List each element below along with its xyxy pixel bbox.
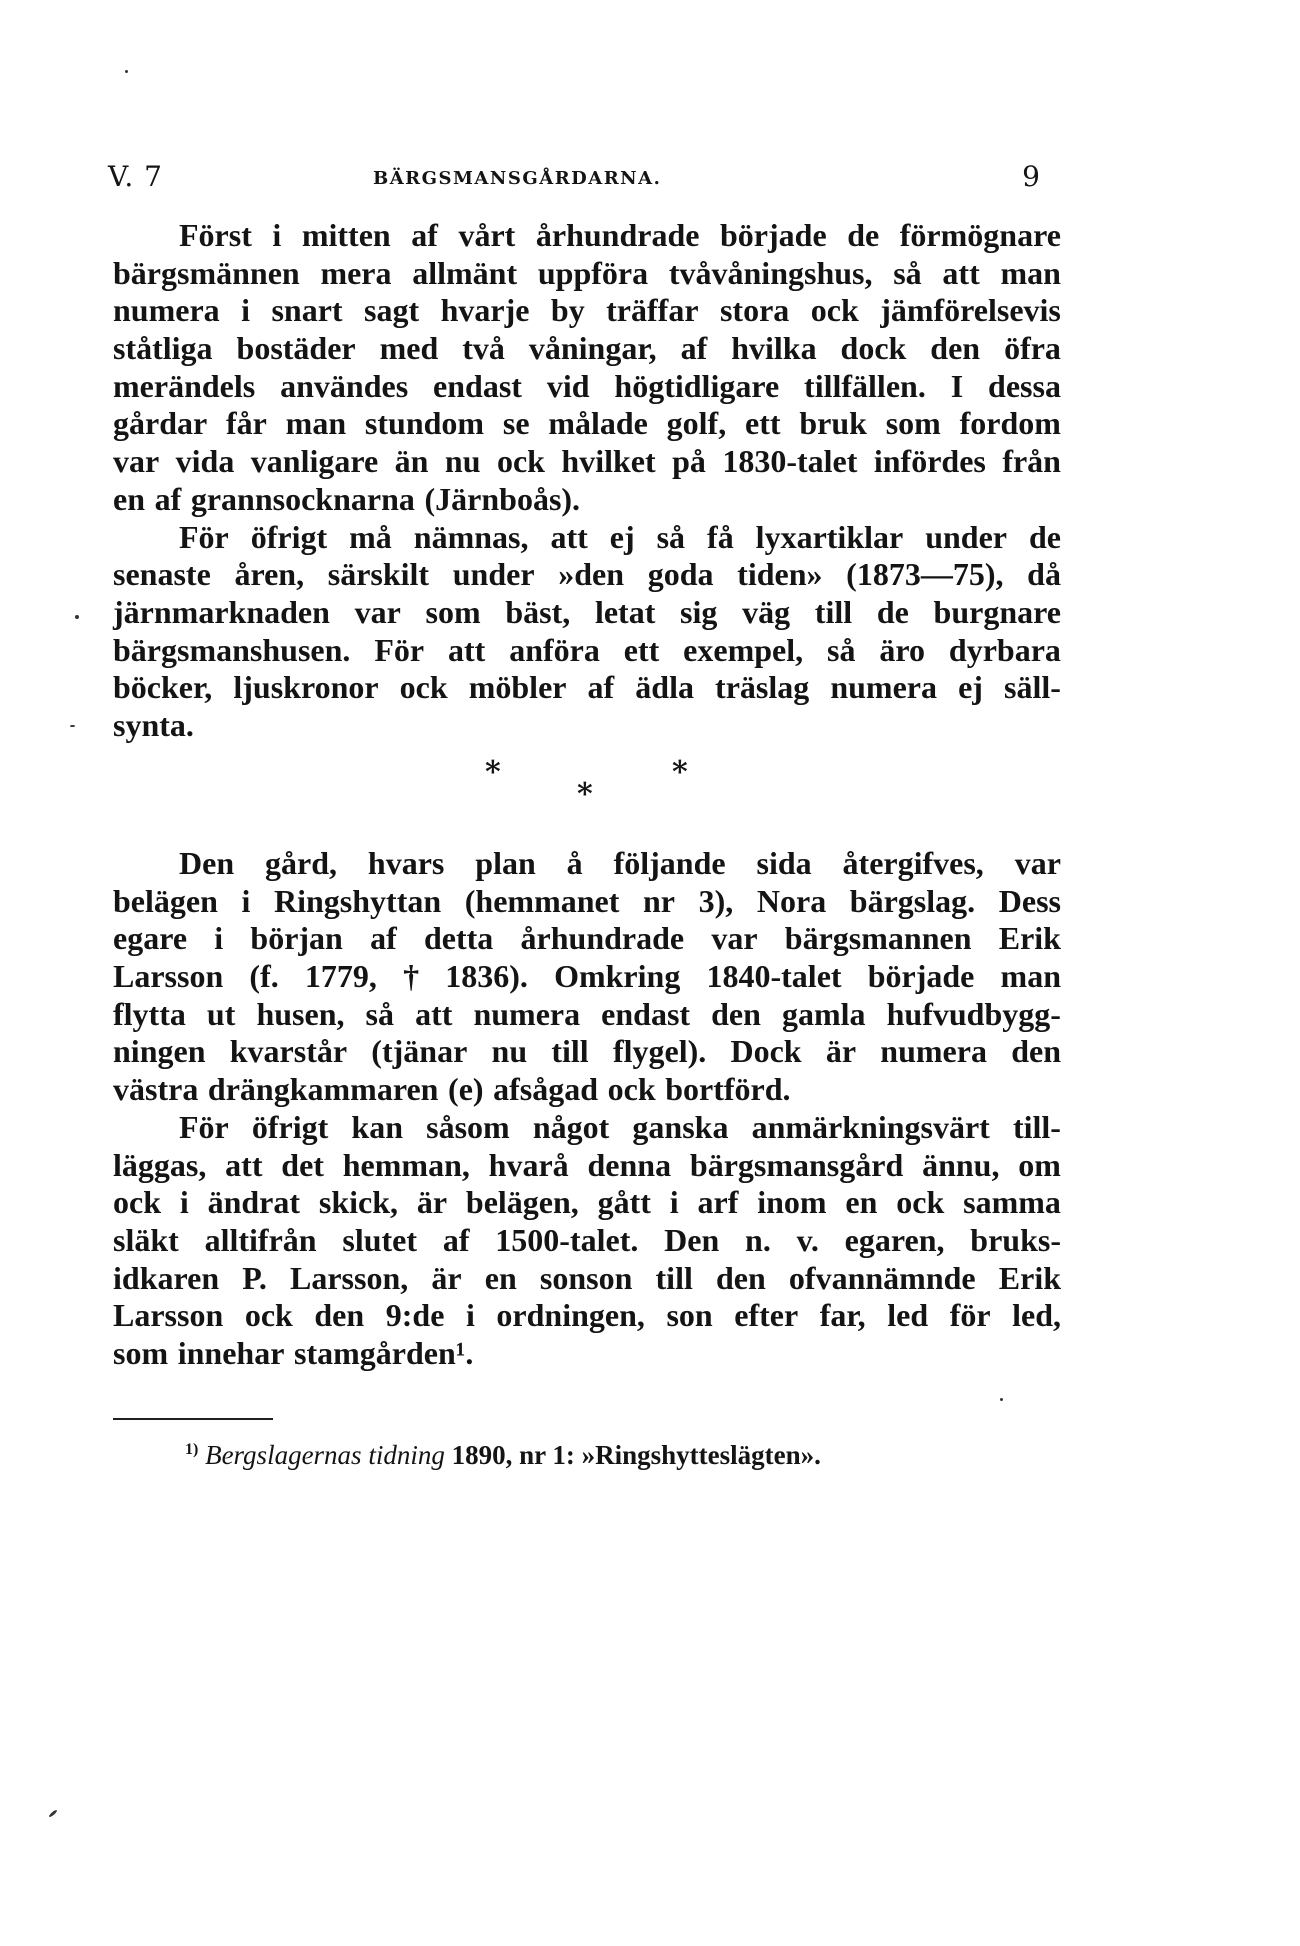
word: numera — [113, 292, 220, 329]
word: synta. — [113, 706, 194, 743]
word: dock — [840, 330, 907, 367]
word: ock — [244, 1297, 293, 1334]
word: i — [669, 1184, 679, 1221]
word: särskilt — [327, 556, 430, 593]
word: sig — [680, 593, 718, 630]
word: v. — [796, 1221, 819, 1258]
footnote — [185, 1440, 821, 1471]
word: exempel, — [683, 631, 804, 668]
text-line — [113, 1297, 1061, 1335]
word: en — [845, 1184, 878, 1221]
word: kvarstår — [229, 1033, 348, 1070]
word: stundom — [364, 405, 485, 442]
word: lyxartiklar — [755, 518, 904, 555]
word: ännu, — [922, 1146, 1000, 1183]
word: anmärkningsvärt — [751, 1108, 990, 1145]
word: Erik — [998, 1259, 1061, 1296]
word: att — [942, 254, 980, 291]
text-line — [113, 594, 1061, 632]
word: tillfällen. — [804, 367, 926, 404]
word: af — [442, 1221, 470, 1258]
word: bärgsmännen — [113, 254, 300, 291]
word: mitten — [301, 217, 391, 253]
word: böcker, — [113, 669, 213, 706]
word: af — [680, 330, 708, 367]
word: slutet — [342, 1221, 418, 1258]
word: husen, — [256, 995, 345, 1032]
word: två — [462, 330, 505, 367]
text-block-1 — [113, 217, 1061, 745]
word: numera — [830, 669, 937, 706]
word: hvilket — [561, 443, 656, 480]
word: 1500-talet. — [495, 1221, 639, 1258]
text-line — [113, 1335, 1061, 1373]
word: man — [1000, 958, 1061, 995]
word: öfrigt — [250, 518, 328, 555]
word: få — [707, 518, 734, 555]
text-block-2 — [113, 845, 1061, 1373]
word: (1873—75), — [846, 556, 1004, 593]
text-line — [113, 920, 1061, 958]
text-line — [113, 330, 1061, 368]
word: merändels — [113, 367, 256, 404]
word: far, — [819, 1297, 866, 1334]
word: de — [1028, 518, 1061, 555]
text-line — [113, 669, 1061, 707]
word: För — [374, 631, 425, 668]
word: uppföra — [537, 254, 649, 291]
word: hvarå — [488, 1146, 569, 1183]
word: vid — [546, 367, 590, 404]
word: golf, — [666, 405, 727, 442]
word: I — [950, 367, 964, 404]
word: son — [666, 1297, 713, 1334]
word: vida — [175, 443, 235, 480]
word: om — [1018, 1146, 1061, 1183]
word: ädla — [635, 669, 694, 706]
text-line — [113, 481, 1061, 519]
word: nr — [643, 882, 675, 919]
word: efter — [734, 1297, 799, 1334]
word: 1830-talet — [722, 443, 858, 480]
word: nämnas, — [413, 518, 529, 555]
word: idkaren — [113, 1259, 220, 1296]
word: säll- — [1004, 669, 1061, 706]
word: får — [226, 405, 267, 442]
separator-star-3: * — [672, 755, 688, 790]
word: 1836). — [445, 958, 528, 995]
word: bostäder — [236, 330, 356, 367]
word: ett — [623, 631, 660, 668]
paper-speck — [48, 1809, 58, 1818]
word: detta — [423, 920, 494, 957]
word: (Järnboås). — [424, 480, 581, 517]
paper-speck — [1000, 1398, 1003, 1401]
word: ock — [399, 669, 448, 706]
word: bortförd. — [665, 1071, 791, 1108]
word: Först — [179, 217, 252, 253]
word: började — [867, 958, 975, 995]
text-line — [113, 368, 1061, 406]
word: skick, — [318, 1184, 399, 1221]
footnote-rule — [113, 1418, 273, 1420]
word: man — [1000, 254, 1061, 291]
word: ofvannämnde — [788, 1259, 976, 1296]
word: den — [711, 995, 761, 1032]
word: Larsson — [113, 1297, 224, 1334]
word: arf — [697, 1184, 739, 1221]
word: är — [825, 1033, 857, 1070]
word: århundrade — [520, 920, 685, 957]
word: numera — [880, 1033, 987, 1070]
word: af — [154, 480, 182, 517]
word: afsågad — [493, 1071, 599, 1108]
word: träslag — [715, 669, 810, 706]
word: egaren, — [844, 1221, 945, 1258]
word: flygel). — [612, 1033, 707, 1070]
word: ock — [607, 1071, 656, 1108]
word: järnmarknaden — [113, 593, 330, 630]
word: 3), — [698, 882, 734, 919]
word: allmänt — [412, 254, 518, 291]
word: bruk — [799, 405, 867, 442]
word: den — [314, 1297, 365, 1334]
word: af — [370, 920, 397, 957]
word: dyrbara — [948, 631, 1061, 668]
word: väg — [742, 593, 791, 630]
word: åren, — [234, 556, 305, 593]
word: goda — [647, 556, 714, 593]
word: tvåvåningshus, — [668, 254, 873, 291]
word: gård, — [265, 845, 338, 881]
word: innehar — [177, 1334, 285, 1371]
word: belägen, — [465, 1184, 579, 1221]
word: Dock — [730, 1033, 802, 1070]
word: bärgsmansgård — [689, 1146, 904, 1183]
word: 1840-talet — [706, 958, 842, 995]
word: de — [876, 593, 909, 630]
word: som — [885, 405, 941, 442]
word: snart — [271, 292, 343, 329]
word: bärgslag. — [849, 882, 976, 919]
word: ordningen, — [496, 1297, 645, 1334]
word: by — [550, 292, 585, 329]
text-line — [113, 405, 1061, 443]
word: af — [411, 217, 438, 253]
word: (e) — [448, 1071, 484, 1108]
word: Larsson — [113, 958, 224, 995]
word: så — [893, 254, 922, 291]
footnote-source-title: Bergslagernas tidning — [205, 1440, 445, 1470]
word: så — [365, 995, 394, 1032]
word: Omkring — [554, 958, 681, 995]
word: Den — [179, 845, 235, 881]
paper-speck — [75, 615, 79, 619]
word: att — [225, 1146, 263, 1183]
word: vårt — [458, 217, 516, 253]
text-line — [113, 707, 1061, 745]
word: släkt — [113, 1221, 179, 1258]
word: användes — [280, 367, 409, 404]
word: af — [587, 669, 615, 706]
word: återgifves, — [842, 845, 984, 881]
word: målade — [548, 405, 648, 442]
word: egare — [113, 920, 188, 957]
word: letat — [594, 593, 656, 630]
word: förmögnare — [899, 217, 1061, 253]
word: som — [113, 1334, 169, 1371]
word: till — [551, 1033, 589, 1070]
word: till — [655, 1259, 693, 1296]
word: ett — [745, 405, 781, 442]
word: å — [566, 845, 583, 881]
word: må — [349, 518, 392, 555]
section-number: V. 7 — [108, 160, 163, 193]
word: västra — [113, 1071, 199, 1108]
word: endast — [433, 367, 522, 404]
word: i — [241, 292, 250, 329]
word: från — [1002, 443, 1061, 480]
word: med — [379, 330, 439, 367]
word: ock — [896, 1184, 945, 1221]
word: Ringshyttan — [274, 882, 442, 919]
word: gårdar — [113, 405, 208, 442]
word: träffar — [606, 292, 699, 329]
word: de — [847, 217, 880, 253]
text-line — [113, 1260, 1061, 1298]
text-line — [113, 292, 1061, 330]
word: samma — [963, 1184, 1061, 1221]
word: till- — [1012, 1108, 1061, 1145]
word: ut — [206, 995, 236, 1032]
text-line — [113, 883, 1061, 921]
word: Erik — [998, 920, 1061, 957]
footnote-source-details: 1890, nr 1: »Ringshytteslägten». — [451, 1440, 821, 1470]
word: led, — [1012, 1297, 1061, 1334]
word: tiden» — [737, 556, 823, 593]
word: en — [113, 480, 145, 517]
word: hufvudbygg- — [886, 995, 1061, 1032]
word: följande — [613, 845, 726, 881]
word: i — [179, 1184, 189, 1221]
word: sonson — [539, 1259, 633, 1296]
word: burgnare — [933, 593, 1061, 630]
word: nu — [491, 1033, 528, 1070]
word: i — [214, 920, 224, 957]
word: drängkammaren — [207, 1071, 439, 1108]
word: † — [403, 958, 420, 995]
word: öfrigt — [251, 1108, 329, 1145]
word: (f. — [249, 958, 279, 995]
word: flytta — [113, 995, 186, 1032]
word: hvilka — [731, 330, 817, 367]
word: ej — [958, 669, 983, 706]
word: ock — [113, 1184, 161, 1221]
word: nu — [444, 443, 481, 480]
word: under — [925, 518, 1007, 555]
word: det — [281, 1146, 324, 1183]
text-line — [113, 1109, 1061, 1147]
word: den — [715, 1259, 766, 1296]
word: ock — [496, 443, 545, 480]
page-number: 9 — [1022, 160, 1040, 193]
word: var — [113, 443, 160, 480]
word: hemman, — [342, 1146, 470, 1183]
word: För — [179, 1108, 229, 1145]
word: äro — [879, 631, 926, 668]
running-header — [108, 160, 1040, 204]
word: stora — [719, 292, 790, 329]
text-line — [113, 845, 1061, 883]
word: inom — [757, 1184, 827, 1221]
word: denna — [587, 1146, 672, 1183]
text-line — [113, 1071, 1061, 1109]
word: stamgården¹. — [293, 1334, 474, 1371]
word: 1779, — [304, 958, 377, 995]
word: ståtliga — [113, 330, 213, 367]
word: gått — [597, 1184, 651, 1221]
word: möbler — [468, 669, 567, 706]
word: kan — [351, 1108, 403, 1145]
word: då — [1027, 556, 1061, 593]
word: vanligare — [250, 443, 379, 480]
word: »den — [558, 556, 625, 593]
word: (hemmanet — [464, 882, 620, 919]
word: se — [502, 405, 530, 442]
word: bärgsmannen — [784, 920, 972, 957]
word: till — [814, 593, 853, 630]
word: så — [827, 631, 856, 668]
word: på — [672, 443, 706, 480]
word: började — [720, 217, 827, 253]
text-line — [113, 519, 1061, 557]
word: endast — [601, 995, 691, 1032]
word: ock — [810, 292, 859, 329]
word: bäst, — [505, 593, 571, 630]
paper-speck — [70, 725, 75, 727]
word: något — [532, 1108, 610, 1145]
word: såsom — [426, 1108, 510, 1145]
text-line — [113, 996, 1061, 1034]
paper-speck — [125, 70, 128, 73]
text-line — [113, 958, 1061, 996]
word: var — [1014, 845, 1061, 881]
running-title: BÄRGSMANSGÅRDARNA. — [373, 168, 662, 189]
text-line — [113, 255, 1061, 293]
word: Den — [664, 1221, 720, 1258]
word: att — [415, 995, 453, 1032]
word: öfra — [1004, 330, 1061, 367]
text-line — [113, 1033, 1061, 1071]
word: sida — [756, 845, 812, 881]
footnote-marker: 1) — [185, 1441, 199, 1458]
word: århundrade — [535, 217, 700, 253]
word: För — [179, 518, 229, 555]
text-line — [113, 632, 1061, 670]
word: högtidligare — [614, 367, 780, 404]
word: belägen — [113, 882, 218, 919]
separator-star-1: * — [485, 755, 501, 790]
word: att — [550, 518, 588, 555]
word: bruks- — [970, 1221, 1061, 1258]
text-line — [113, 217, 1061, 255]
word: som — [425, 593, 481, 630]
word: för — [949, 1297, 991, 1334]
word: den — [930, 330, 981, 367]
text-line — [113, 1184, 1061, 1222]
word: jämförelsevis — [880, 292, 1061, 329]
word: sagt — [364, 292, 420, 329]
word: början — [250, 920, 343, 957]
word: var — [354, 593, 401, 630]
word: i — [465, 1297, 475, 1334]
word: ningen — [113, 1033, 206, 1070]
word: bärgsmanshusen. — [113, 631, 351, 668]
word: ändrat — [207, 1184, 301, 1221]
word: dessa — [988, 367, 1061, 404]
word: hvarje — [440, 292, 530, 329]
word: grannsocknarna — [190, 480, 415, 517]
word: hvars — [367, 845, 445, 881]
word: numera — [473, 995, 581, 1032]
section-separator — [0, 755, 1300, 815]
separator-star-2: * — [577, 777, 593, 812]
word: i — [241, 882, 251, 919]
word: mera — [320, 254, 392, 291]
word: en — [484, 1259, 517, 1296]
word: Larsson, — [290, 1259, 409, 1296]
word: läggas, — [113, 1146, 207, 1183]
word: infördes — [873, 443, 986, 480]
word: senaste — [113, 556, 211, 593]
text-line — [113, 556, 1061, 594]
word: plan — [475, 845, 536, 881]
word: att — [447, 631, 486, 668]
word: 9:de — [385, 1297, 445, 1334]
word: fordom — [959, 405, 1061, 442]
word: (tjänar — [371, 1033, 468, 1070]
text-line — [113, 1147, 1061, 1185]
word: ej — [609, 518, 635, 555]
word: anföra — [509, 631, 600, 668]
word: P. — [242, 1259, 267, 1296]
word: man — [285, 405, 347, 442]
word: var — [711, 920, 758, 957]
word: i — [272, 217, 282, 253]
text-line — [113, 443, 1061, 481]
word: ljuskronor — [233, 669, 379, 706]
word: led — [887, 1297, 929, 1334]
word: gamla — [781, 995, 866, 1032]
word: Nora — [756, 882, 827, 919]
word: våningar, — [528, 330, 657, 367]
word: Dess — [998, 882, 1061, 919]
text-line — [113, 1222, 1061, 1260]
word: under — [452, 556, 535, 593]
word: den — [1011, 1033, 1061, 1070]
word: så — [656, 518, 686, 555]
word: ganska — [632, 1108, 729, 1145]
word: n. — [745, 1221, 771, 1258]
word: än — [394, 443, 429, 480]
word: är — [416, 1184, 448, 1221]
word: alltifrån — [204, 1221, 317, 1258]
word: är — [431, 1259, 462, 1296]
